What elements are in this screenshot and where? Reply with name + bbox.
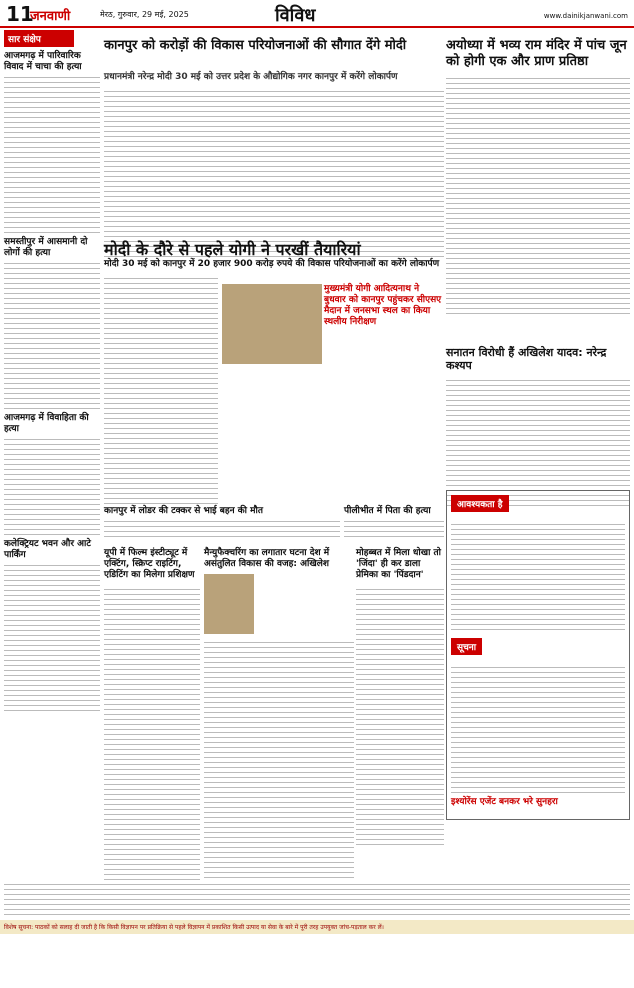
body-text xyxy=(104,585,200,885)
small-headline[interactable]: मैन्युफैक्चरिंग का लगातार घटना देश में असंतुलित विकास की वजह: अखिलेश xyxy=(204,548,330,569)
brand-logo: जनवाणी xyxy=(30,9,71,24)
second-side: मुख्यमंत्री योगी आदित्यनाथ ने बुधवार को कानपुर पहुंचकर सीएसए मैदान में जनसभा स्थल का किया स्थलीय निरीक्षण xyxy=(324,284,442,327)
small-story-1 xyxy=(104,506,340,539)
second-sub: मोदी 30 मई को कानपुर में 20 हजार 900 करोड़ रुपये की विकास परियोजनाओं का करेंगे लोकार्पण xyxy=(104,259,440,269)
photo xyxy=(204,574,254,634)
sidebar xyxy=(4,30,100,890)
photo xyxy=(222,284,322,364)
small-story-3 xyxy=(104,548,200,885)
ad-text xyxy=(451,520,625,630)
second-story xyxy=(104,240,444,504)
lead-headline[interactable]: कानपुर को करोड़ों की विकास परियोजनाओं की सौगात देंगे मोदी xyxy=(104,38,407,53)
small-headline[interactable]: यूपी में फिल्म इंस्टीट्यूट में एक्टिंग, स्क्रिप्ट राइटिंग, एडिटिंग का मिलेगा प्रशिक्षण xyxy=(104,548,195,580)
edition-date: मेरठ, गुरुवार, 29 मई, 2025 xyxy=(100,10,189,19)
lead-story xyxy=(104,38,444,257)
sidebar-item[interactable]: कलेक्ट्रियट भवन और आटे पार्किंग xyxy=(4,539,91,560)
sidebar-item[interactable]: आजमगढ़ में पारिवारिक विवाद में चाचा की हत्या xyxy=(4,51,82,72)
small-headline[interactable]: कानपुर में लोडर की टक्कर से भाई बहन की मौत xyxy=(104,506,263,516)
lead-sub: प्रधानमंत्री नरेन्द्र मोदी 30 मई को उत्तर प्रदेश के औद्योगिक नगर कानपुर में करेंगे लोकार्पण xyxy=(104,72,398,82)
body-text xyxy=(4,561,100,711)
second-headline[interactable]: मोदी के दौरे से पहले योगी ने परखीं तैयारियां xyxy=(104,240,361,259)
lead-text xyxy=(104,87,444,257)
right2-text xyxy=(446,376,630,506)
right1-headline[interactable]: अयोध्या में भव्य राम मंदिर में पांच जून को होगी एक और प्राण प्रतिष्ठा xyxy=(446,38,627,69)
body-text xyxy=(356,585,444,845)
right2-headline[interactable]: सनातन विरोधी हैं अखिलेश यादव: नरेन्द्र कश्यप xyxy=(446,346,607,372)
body-text xyxy=(4,73,100,233)
small-story-4 xyxy=(204,548,354,878)
imprint-text xyxy=(4,880,630,916)
second-text xyxy=(104,274,218,504)
sidebar-item[interactable]: समस्तीपुर में आसमानी दो लोगों की हत्या xyxy=(4,237,88,258)
right-story-2 xyxy=(446,346,630,506)
page-header xyxy=(0,0,634,28)
ad-title: इश्योरेंस एजेंट बनकर भरे सुनहरा xyxy=(451,797,558,807)
body-text xyxy=(204,638,354,878)
right1-text xyxy=(446,74,630,314)
small-story-2 xyxy=(344,506,444,539)
sidebar-title: सार संक्षेप xyxy=(4,30,74,47)
footer-notice: विशेष सूचना: पाठकों को सलाह दी जाती है कि किसी विज्ञापन पर प्रतिक्रिया से पहले विज्ञापन में प्रकाशित किसी उत्पाद या सेवा के बारे में पूरी तरह उपयुक्त जांच-पड़ताल कर लें। xyxy=(0,920,634,934)
website[interactable]: www.dainikjanwani.com xyxy=(543,12,628,20)
right-story-1 xyxy=(446,38,630,314)
ad-text xyxy=(451,663,625,793)
ad-title: आवश्यकता है xyxy=(451,495,509,512)
section-title: विविध xyxy=(275,5,316,26)
small-headline[interactable]: मोहब्बत में मिला धोखा तो 'जिंदा' ही कर डाला प्रेमिका का 'पिंडदान' xyxy=(356,548,442,580)
imprint xyxy=(4,880,630,916)
sidebar-item[interactable]: आजमगढ़ में विवाहिता की हत्या xyxy=(4,413,89,434)
body-text xyxy=(104,517,340,539)
small-story-5 xyxy=(356,548,444,845)
body-text xyxy=(4,259,100,409)
ad-title: सूचना xyxy=(451,638,482,655)
page-number: 11 xyxy=(6,2,34,26)
small-headline[interactable]: पीलीभीत में पिता की हत्या xyxy=(344,506,431,516)
body-text xyxy=(4,435,100,535)
ad-panel xyxy=(446,490,630,820)
body-text xyxy=(344,517,444,539)
